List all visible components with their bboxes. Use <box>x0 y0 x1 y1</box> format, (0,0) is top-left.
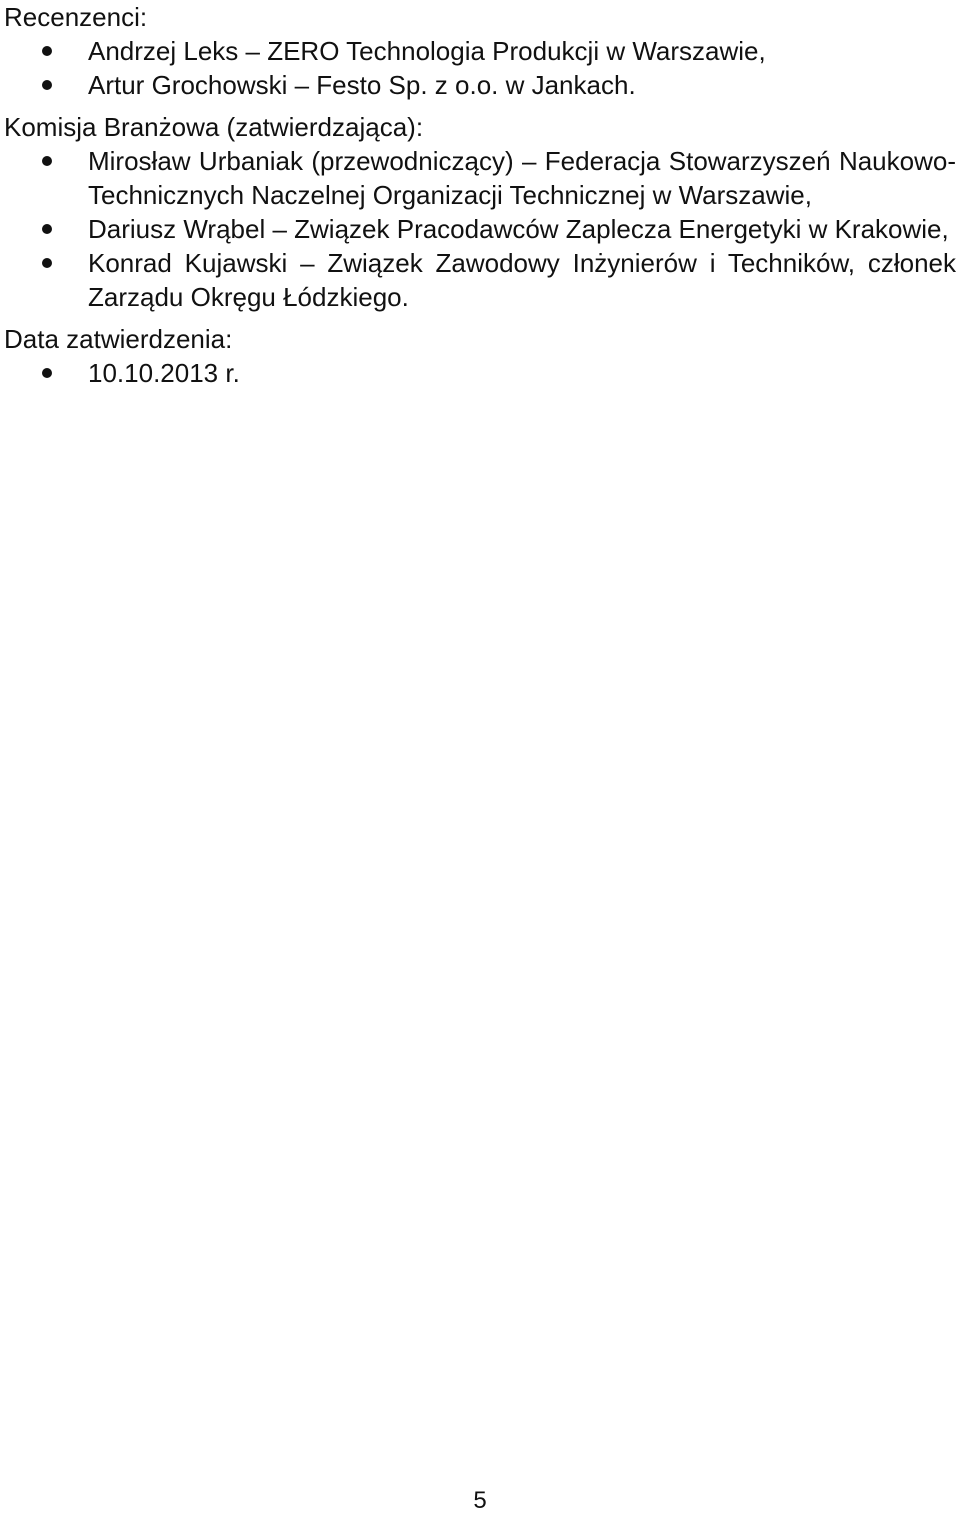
bullet-icon <box>42 224 52 234</box>
approval-list <box>4 356 956 390</box>
approval-date: 10.10.2013 r. <box>88 358 240 388</box>
approval-section <box>4 322 956 390</box>
commission-heading: Komisja Branżowa (zatwierdzająca): <box>4 112 424 142</box>
approval-heading: Data zatwierdzenia: <box>4 324 233 354</box>
reviewer-text: Artur Grochowski – Festo Sp. z o.o. w Jankach. <box>88 70 636 100</box>
list-item <box>4 144 956 212</box>
bullet-icon <box>42 156 52 166</box>
commission-member-text: Dariusz Wrąbel – Związek Pracodawców Zaplecza Energetyki w Krakowie, <box>88 214 949 244</box>
list-item <box>4 34 956 68</box>
document-page <box>4 0 956 398</box>
page-number: 5 <box>473 1487 487 1514</box>
list-item <box>4 68 956 102</box>
bullet-icon <box>42 368 52 378</box>
bullet-icon <box>42 258 52 268</box>
bullet-icon <box>42 80 52 90</box>
list-item <box>4 356 956 390</box>
list-item <box>4 246 956 314</box>
bullet-icon <box>42 46 52 56</box>
reviewers-section <box>4 0 956 102</box>
commission-member-text: Konrad Kujawski – Związek Zawodowy Inżynierów i Techników, członek Zarządu Okręgu Łódzkiego. <box>88 248 956 312</box>
commission-list <box>4 144 956 314</box>
reviewers-heading: Recenzenci: <box>4 2 148 32</box>
commission-section <box>4 110 956 314</box>
list-item <box>4 212 956 246</box>
reviewer-text: Andrzej Leks – ZERO Technologia Produkcji w Warszawie, <box>88 36 766 66</box>
commission-member-text: Mirosław Urbaniak (przewodniczący) – Federacja Stowarzyszeń Naukowo-Technicznych Naczelnej Organizacji Technicznej w Warszawie, <box>88 146 956 210</box>
reviewers-list <box>4 34 956 102</box>
